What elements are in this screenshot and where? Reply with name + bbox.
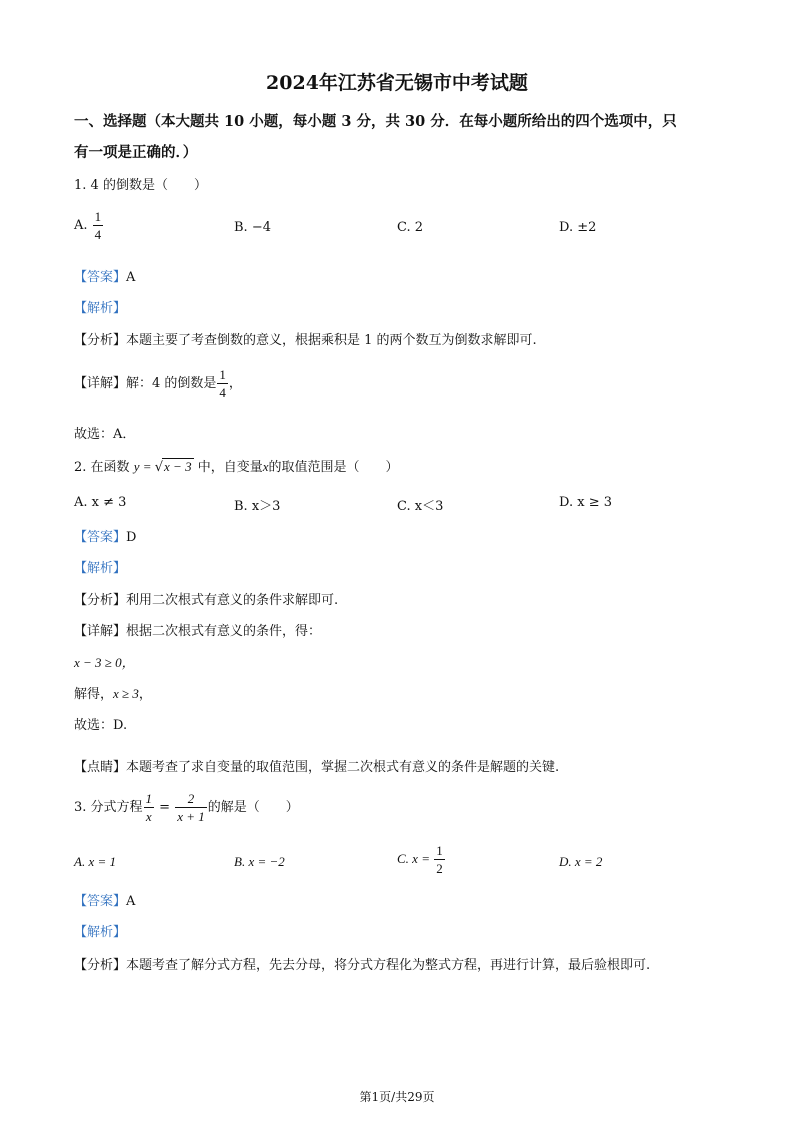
q2-dianjing-text: 本题考查了求自变量的取值范围，掌握二次根式有意义的条件是解题的关键. xyxy=(126,760,560,775)
q1-option-a-denominator: 4 xyxy=(94,227,102,242)
q2-choose: 故选：D. xyxy=(74,718,128,733)
q1-xiangjie-tag: 【详解】 xyxy=(74,376,127,391)
q1-fenxi-text: 本题主要了考查倒数的意义，根据乘积是 1 的两个数互为倒数求解即可. xyxy=(126,333,537,348)
q3-option-c-denominator: 2 xyxy=(436,861,443,876)
q2-xiangjie-tag: 【详解】 xyxy=(74,624,127,639)
q1-option-b: B. −4 xyxy=(234,220,271,235)
q3-lhs-fraction xyxy=(144,790,155,825)
q3-option-c-label: C. x = xyxy=(397,851,434,866)
q1-xiangjie xyxy=(74,366,242,401)
q1-xiangjie-fraction xyxy=(217,366,228,401)
q3-option-c-fraction xyxy=(434,842,445,877)
q2-stem-pre: 2. 在函数 xyxy=(74,460,130,475)
q2-step2-end: ， xyxy=(138,687,152,702)
q2-option-d: D. x ≥ 3 xyxy=(559,495,612,510)
q3-rhs-denominator: x + 1 xyxy=(177,809,205,824)
q3-option-c xyxy=(397,842,446,877)
q2-fenxi-tag: 【分析】 xyxy=(74,593,127,608)
sqrt-icon: √ xyxy=(154,460,164,475)
q1-stem: 1. 4 的倒数是（ ） xyxy=(74,178,207,193)
q3-lhs-denominator: x xyxy=(145,809,152,824)
q2-stem-post: 中，自变量 xyxy=(197,460,263,475)
q1-xiangjie-denominator: 4 xyxy=(219,385,226,400)
q2-xiangjie xyxy=(74,620,321,639)
q1-option-d: D. ±2 xyxy=(559,220,597,235)
q1-answer-value: A xyxy=(126,270,136,285)
q2-fenxi xyxy=(74,589,338,608)
q2-analysis-tag: 【解析】 xyxy=(74,561,127,576)
q3-option-a: A. x = 1 xyxy=(74,854,116,869)
q3-fenxi-tag: 【分析】 xyxy=(74,958,127,973)
q2-fenxi-text: 利用二次根式有意义的条件求解即可. xyxy=(126,593,339,608)
q2-stem-function: y = xyxy=(133,459,155,474)
q3-stem-end: 的解是（ ） xyxy=(207,800,299,815)
q3-stem xyxy=(74,790,299,825)
q2-dianjing xyxy=(74,756,559,775)
q3-rhs-fraction xyxy=(175,790,207,825)
page-title: 2024年江苏省无锡市中考试题 xyxy=(266,72,528,94)
q3-lhs-numerator: 1 xyxy=(145,791,153,806)
q3-option-b: B. x = −2 xyxy=(234,854,285,869)
q3-fenxi-text: 本题考查了解分式方程，先去分母，将分式方程化为整式方程，再进行计算，最后验根即可. xyxy=(126,958,651,973)
q1-xiangjie-numerator: 1 xyxy=(219,367,226,382)
q2-stem-variable: x xyxy=(262,459,269,474)
q3-fenxi xyxy=(74,954,650,973)
q1-fenxi xyxy=(74,329,537,348)
q2-stem xyxy=(74,456,399,475)
q3-stem-pre: 3. 分式方程 xyxy=(74,800,143,815)
q2-step2 xyxy=(74,683,152,702)
q2-option-c: C. x＜3 xyxy=(397,499,444,514)
q2-answer-value: D xyxy=(126,530,137,545)
q2-step1: x − 3 ≥ 0， xyxy=(74,655,135,670)
q2-option-b: B. x＞3 xyxy=(234,499,281,514)
q2-stem-end: 的取值范围是（ ） xyxy=(268,460,399,475)
q2-dianjing-tag: 【点睛】 xyxy=(74,760,127,775)
q3-option-c-numerator: 1 xyxy=(436,843,443,858)
q2-option-a: A. x ≠ 3 xyxy=(74,495,127,510)
q1-option-a-label: A. xyxy=(74,218,88,233)
q2-answer-tag: 【答案】 xyxy=(74,530,127,545)
q2-step2-pre: 解得， xyxy=(74,687,114,702)
q1-choose: 故选：A． xyxy=(74,427,136,442)
q3-option-d: D. x = 2 xyxy=(559,854,603,869)
q2-xiangjie-text: 根据二次根式有意义的条件，得： xyxy=(126,624,322,639)
q1-option-a-fraction xyxy=(93,208,104,243)
q2-step2-math: x ≥ 3 xyxy=(113,686,139,701)
q3-answer-tag: 【答案】 xyxy=(74,894,127,909)
q3-rhs-numerator: 2 xyxy=(175,790,207,808)
q2-stem-radicand: x − 3 xyxy=(164,459,192,474)
section-heading-line1: 一、选择题（本大题共 10 小题，每小题 3 分，共 30 分．在每小题所给出的四个选项中，只 xyxy=(74,113,677,130)
section-heading-line2: 有一项是正确的．） xyxy=(74,144,198,161)
q1-xiangjie-text: 解：4 的倒数是 xyxy=(126,376,217,391)
q1-answer-tag: 【答案】 xyxy=(74,270,127,285)
q2-answer xyxy=(74,526,136,545)
q3-equals: = xyxy=(155,800,175,815)
q1-fenxi-tag: 【分析】 xyxy=(74,333,127,348)
q3-analysis-tag: 【解析】 xyxy=(74,925,127,940)
q1-analysis-tag: 【解析】 xyxy=(74,301,127,316)
q1-option-c: C. 2 xyxy=(397,220,424,235)
q1-xiangjie-end: ， xyxy=(228,376,242,391)
q1-option-a-numerator: 1 xyxy=(94,209,102,224)
q3-answer-value: A xyxy=(126,894,136,909)
q3-answer xyxy=(74,890,135,909)
page-footer: 第1页/共29页 xyxy=(359,1090,435,1104)
q1-option-a xyxy=(74,208,104,243)
q1-answer xyxy=(74,266,135,285)
